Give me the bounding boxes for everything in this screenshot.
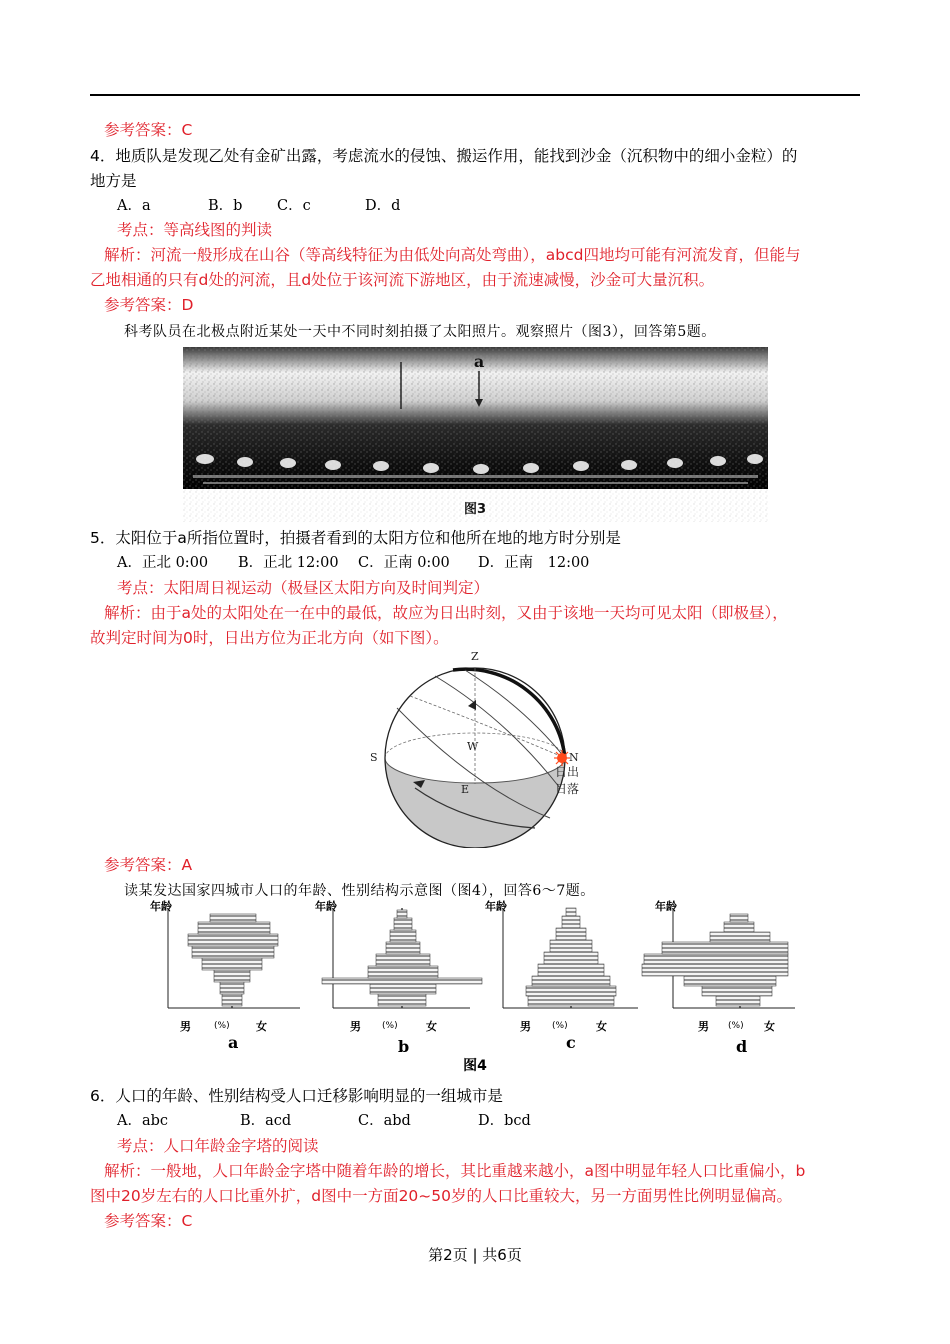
celestial-sphere-diagram xyxy=(355,648,595,848)
q6-option-b: B．acd xyxy=(240,1113,292,1129)
q67-intro: 读某发达国家四城市人口的年龄、性别结构示意图（图4），回答6～7题。 xyxy=(124,883,595,899)
q4-analysis-line2: 乙地相通的只有d处的河流，且d处位于该河流下游地区，由于流速减慢，沙金可大量沉积。 xyxy=(90,271,715,289)
pyramid-c-label: c xyxy=(566,1033,576,1052)
q5-option-b: B．正北 12:00 xyxy=(238,555,339,571)
pyramid-d-ylabel: 年龄 xyxy=(655,900,677,913)
pyramid-a-female: 女 xyxy=(256,1020,267,1033)
header-rule xyxy=(90,94,860,96)
q5-answer: 参考答案：A xyxy=(104,856,193,874)
q6-analysis-line2: 图中20岁左右的人口比重外扩，d图中一方面20~50岁的人口比重较大，另一方面男性比例明显偏高。 xyxy=(90,1187,792,1205)
fig3-photo xyxy=(183,347,768,522)
pyramid-b-male: 男 xyxy=(350,1020,361,1033)
q6-option-c: C．abd xyxy=(358,1113,411,1129)
q6-option-a: A．abc xyxy=(117,1113,169,1129)
pyramid-d-label: d xyxy=(736,1037,748,1056)
sphere-label-w: W xyxy=(467,740,479,753)
pyramid-b-ylabel: 年龄 xyxy=(315,900,337,913)
sphere-label-sunset: 日落 xyxy=(555,782,580,796)
pyramid-a-unit: (%) xyxy=(214,1021,230,1031)
pyramid-d-unit: (%) xyxy=(728,1021,744,1031)
q6-question: 6．人口的年龄、性别结构受人口迁移影响明显的一组城市是 xyxy=(90,1087,503,1105)
pyramid-panel-d xyxy=(642,899,795,1056)
q6-option-d: D．bcd xyxy=(478,1113,531,1129)
q5-option-c: C．正南 0:00 xyxy=(358,555,450,571)
page-footer: 第2页 | 共6页 xyxy=(428,1246,522,1264)
q4-analysis-line1: 解析：河流一般形成在山谷（等高线特征为由低处向高处弯曲），abcd四地均可能有河流发育，但能与 xyxy=(104,246,801,264)
q4-option-c: C．c xyxy=(277,198,311,214)
q5-analysis-line1: 解析：由于a处的太阳处在一在中的最低，故应为日出时刻，又由于该地一天均可见太阳（即极昼）， xyxy=(104,604,788,622)
q5-analysis-line2: 故判定时间为0时，日出方位为正北方向（如下图）。 xyxy=(90,629,449,647)
q5-option-d: D．正南 12:00 xyxy=(478,555,590,571)
pyramid-a-male: 男 xyxy=(180,1020,191,1033)
q5-question: 5．太阳位于a所指位置时，拍摄者看到的太阳方位和他所在地的地方时分别是 xyxy=(90,529,621,547)
q4-answer: 参考答案：D xyxy=(104,296,194,314)
q5-intro: 科考队员在北极点附近某处一天中不同时刻拍摄了太阳照片。观察照片（图3），回答第5题。 xyxy=(124,324,716,340)
q3-answer: 参考答案：C xyxy=(104,121,193,139)
sphere-label-e: E xyxy=(461,783,470,796)
q4-option-d: D．d xyxy=(365,198,401,214)
q6-answer: 参考答案：C xyxy=(104,1212,193,1230)
q5-option-a: A．正北 0:00 xyxy=(117,555,209,571)
q6-point: 考点：人口年龄金字塔的阅读 xyxy=(117,1137,319,1155)
pyramid-b-female: 女 xyxy=(426,1020,437,1033)
pyramid-d-female: 女 xyxy=(764,1020,775,1033)
pyramid-c-female: 女 xyxy=(596,1020,607,1033)
pyramid-d-male: 男 xyxy=(698,1020,709,1033)
q4-option-a: A．a xyxy=(117,198,151,214)
pyramid-panel-c xyxy=(485,899,638,1052)
pyramid-c-male: 男 xyxy=(520,1020,531,1033)
q5-point: 考点：太阳周日视运动（极昼区太阳方向及时间判定） xyxy=(117,579,490,597)
pyramid-b-label: b xyxy=(398,1037,410,1056)
pyramid-a-ylabel: 年龄 xyxy=(150,900,172,913)
sphere-label-n: N xyxy=(569,751,579,764)
pyramid-c-ylabel: 年龄 xyxy=(485,900,507,913)
q4-question-line1: 4．地质队是发现乙处有金矿出露，考虑流水的侵蚀、搬运作用，能找到沙金（沉积物中的细小金粒）的 xyxy=(90,147,798,165)
sphere-label-z: Z xyxy=(471,650,479,663)
fig3-marker-a: a xyxy=(473,352,485,371)
pyramid-b-unit: (%) xyxy=(382,1021,398,1031)
pyramid-a-label: a xyxy=(228,1033,239,1052)
q4-question-line2: 地方是 xyxy=(90,172,137,190)
fig4-population-pyramids xyxy=(150,898,800,1073)
fig3-caption: 图3 xyxy=(463,502,487,517)
sphere-label-s: S xyxy=(370,751,378,764)
pyramid-panel-b xyxy=(315,899,482,1056)
sphere-label-sunrise: 日出 xyxy=(555,765,580,779)
pyramid-c-unit: (%) xyxy=(552,1021,568,1031)
q4-option-b: B．b xyxy=(208,198,243,214)
fig4-caption: 图4 xyxy=(463,1058,487,1073)
q6-analysis-line1: 解析：一般地，人口年龄金字塔中随着年龄的增长，其比重越来越小，a图中明显年轻人口比重偏小，b xyxy=(104,1162,806,1180)
q4-point: 考点：等高线图的判读 xyxy=(117,221,273,239)
pyramid-panel-a xyxy=(150,899,300,1052)
